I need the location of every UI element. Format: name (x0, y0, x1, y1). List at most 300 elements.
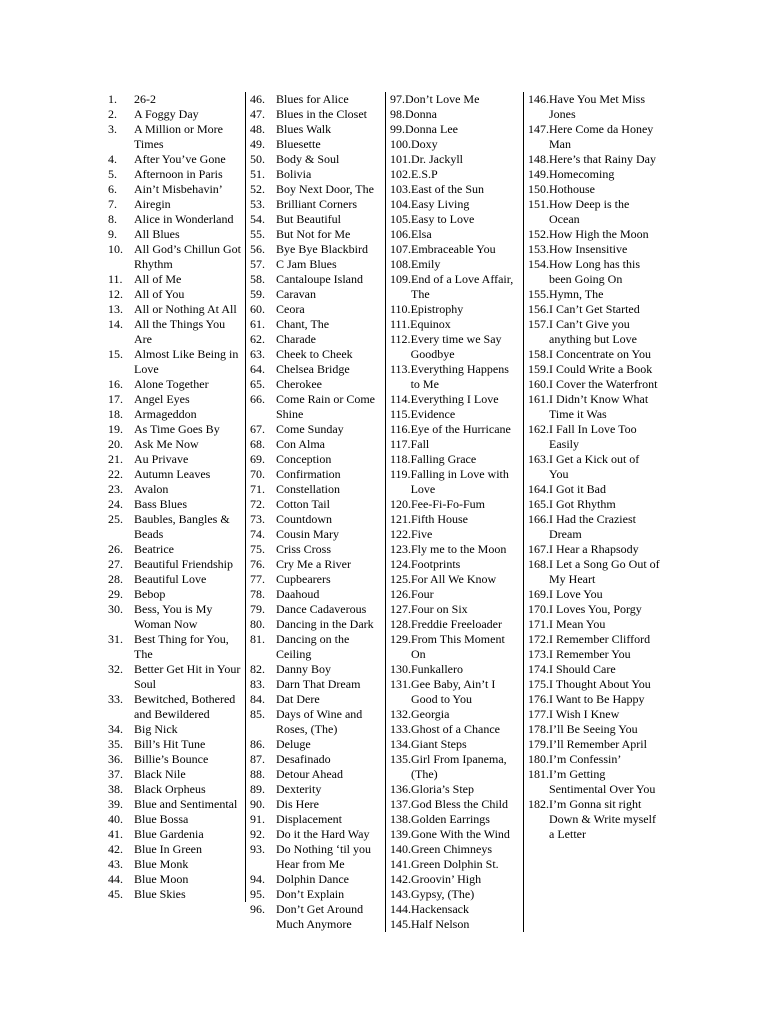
list-item (250, 122, 381, 137)
item-number: 94. (250, 872, 265, 886)
list-item (528, 362, 660, 377)
list-item (390, 752, 519, 782)
item-number: 151. (528, 197, 549, 211)
item-title: Cotton Tail (276, 497, 330, 511)
item-number: 143. (390, 887, 411, 901)
item-title: I Loves You, Porgy (549, 602, 642, 616)
item-title: Con Alma (276, 437, 326, 451)
item-title: Have You Met Miss Jones (549, 92, 646, 121)
list-item (250, 347, 381, 362)
item-number: 26. (108, 542, 123, 556)
list-item (250, 272, 381, 287)
item-number: 101. (390, 152, 411, 166)
list-item (108, 797, 241, 812)
item-number: 23. (108, 482, 123, 496)
item-title: Do Nothing ‘til you Hear from Me (276, 842, 371, 871)
item-title: Blue and Sentimental (134, 797, 238, 811)
item-number: 165. (528, 497, 549, 511)
list-item (528, 797, 660, 842)
item-number: 89. (250, 782, 265, 796)
list-item (528, 512, 660, 542)
list-item (250, 152, 381, 167)
item-title: I’m Confessin’ (549, 752, 622, 766)
list-item (390, 362, 519, 392)
item-title: Gee Baby, Ain’t I Good to You (411, 677, 496, 706)
item-number: 18. (108, 407, 123, 421)
item-title: Black Nile (134, 767, 186, 781)
list-item (390, 137, 519, 152)
item-number: 43. (108, 857, 123, 871)
item-title: Footprints (411, 557, 461, 571)
item-number: 22. (108, 467, 123, 481)
item-title: Gone With the Wind (411, 827, 510, 841)
list-item (250, 767, 381, 782)
item-number: 169. (528, 587, 549, 601)
item-title: Armageddon (134, 407, 197, 421)
item-title: Avalon (134, 482, 169, 496)
item-title: Chelsea Bridge (276, 362, 350, 376)
list-item (250, 557, 381, 572)
item-number: 44. (108, 872, 123, 886)
item-number: 53. (250, 197, 265, 211)
list-item (108, 722, 241, 737)
item-number: 148. (528, 152, 549, 166)
list-item (108, 692, 241, 722)
list-item (250, 827, 381, 842)
item-title: Come Sunday (276, 422, 344, 436)
item-title: I Had the Craziest Dream (549, 512, 636, 541)
list-item (390, 632, 519, 662)
item-number: 87. (250, 752, 265, 766)
item-number: 19. (108, 422, 123, 436)
item-title: A Foggy Day (134, 107, 199, 121)
list-item (250, 497, 381, 512)
list-item (390, 662, 519, 677)
item-title: Don’t Love Me (405, 92, 480, 106)
item-title: Bill’s Hit Tune (134, 737, 206, 751)
list-item (390, 827, 519, 842)
item-number: 137. (390, 797, 411, 811)
list-item (108, 587, 241, 602)
item-number: 72. (250, 497, 265, 511)
item-number: 12. (108, 287, 123, 301)
list-item (528, 632, 660, 647)
list-item (390, 182, 519, 197)
item-number: 127. (390, 602, 411, 616)
list-item (528, 497, 660, 512)
item-number: 156. (528, 302, 549, 316)
list-item (250, 902, 381, 932)
item-number: 125. (390, 572, 411, 586)
list-item (108, 182, 241, 197)
item-number: 32. (108, 662, 123, 676)
item-number: 177. (528, 707, 549, 721)
item-title: I Remember Clifford (549, 632, 651, 646)
list-item (390, 392, 519, 407)
item-title: Better Get Hit in Your Soul (134, 662, 241, 691)
item-title: Falling in Love with Love (410, 467, 509, 496)
item-number: 96. (250, 902, 265, 916)
item-number: 78. (250, 587, 265, 601)
list-item (108, 167, 241, 182)
list-item (390, 407, 519, 422)
item-number: 73. (250, 512, 265, 526)
list-item (528, 317, 660, 347)
item-title: Here Come da Honey Man (549, 122, 654, 151)
item-number: 134. (390, 737, 411, 751)
item-title: I’m Getting Sentimental Over You (549, 767, 656, 796)
item-number: 81. (250, 632, 265, 646)
list-item (108, 827, 241, 842)
item-title: Everything I Love (410, 392, 499, 406)
list-item (390, 617, 519, 632)
item-number: 159. (528, 362, 549, 376)
item-title: I Got it Bad (549, 482, 606, 496)
item-number: 76. (250, 557, 265, 571)
item-number: 142. (390, 872, 411, 886)
item-title: Embraceable You (411, 242, 496, 256)
item-number: 55. (250, 227, 265, 241)
list-item (250, 677, 381, 692)
item-title: Bewitched, Bothered and Bewildered (134, 692, 236, 721)
item-title: Autumn Leaves (134, 467, 211, 481)
item-number: 147. (528, 122, 549, 136)
item-number: 24. (108, 497, 123, 511)
item-number: 51. (250, 167, 265, 181)
item-number: 150. (528, 182, 549, 196)
item-number: 88. (250, 767, 265, 781)
list-item (250, 92, 381, 107)
item-number: 182. (528, 797, 549, 811)
list-item (108, 407, 241, 422)
list-item (250, 692, 381, 707)
item-title: I Could Write a Book (549, 362, 653, 376)
list-item (390, 512, 519, 527)
list-item (250, 197, 381, 212)
item-number: 128. (390, 617, 411, 631)
item-title: Bess, You is My Woman Now (134, 602, 213, 631)
item-number: 57. (250, 257, 265, 271)
list-item (108, 602, 241, 632)
list-item (528, 737, 660, 752)
item-number: 48. (250, 122, 265, 136)
list-item (108, 467, 241, 482)
item-title: Golden Earrings (411, 812, 490, 826)
list-item (108, 572, 241, 587)
item-number: 33. (108, 692, 123, 706)
item-title: East of the Sun (411, 182, 484, 196)
item-title: All the Things You Are (134, 317, 226, 346)
list-item (250, 362, 381, 377)
item-title: Cry Me a River (276, 557, 351, 571)
item-title: Danny Boy (276, 662, 331, 676)
list-item (528, 692, 660, 707)
list-item (528, 617, 660, 632)
list-item (250, 257, 381, 272)
item-title: Blue Bossa (134, 812, 189, 826)
item-number: 154. (528, 257, 549, 271)
item-number: 74. (250, 527, 265, 541)
list-item (528, 227, 660, 242)
list-item (390, 812, 519, 827)
item-number: 111. (390, 317, 411, 331)
list-item (390, 497, 519, 512)
item-title: Displacement (276, 812, 342, 826)
item-title: Dancing on the Ceiling (276, 632, 350, 661)
list-item (390, 737, 519, 752)
item-title: Girl From Ipanema, (The) (411, 752, 507, 781)
list-item (390, 227, 519, 242)
list-item (528, 557, 660, 587)
list-item (528, 707, 660, 722)
item-title: Bolivia (276, 167, 312, 181)
list-item (528, 422, 660, 452)
item-number: 68. (250, 437, 265, 451)
item-number: 141. (390, 857, 411, 871)
item-number: 3. (108, 122, 117, 136)
list-item (108, 767, 241, 782)
item-number: 82. (250, 662, 265, 676)
list-item (528, 767, 660, 797)
item-title: Groovin’ High (411, 872, 482, 886)
list-item (390, 677, 519, 707)
list-item (108, 272, 241, 287)
item-title: Chant, The (276, 317, 330, 331)
item-number: 42. (108, 842, 123, 856)
item-title: Boy Next Door, The (276, 182, 374, 196)
item-number: 65. (250, 377, 265, 391)
item-title: Blues in the Closet (276, 107, 367, 121)
item-number: 113. (390, 362, 411, 376)
item-title: I Concentrate on You (549, 347, 651, 361)
item-title: I Should Care (549, 662, 616, 676)
item-title: Emily (411, 257, 441, 271)
item-title: I Got Rhythm (549, 497, 616, 511)
list-item (528, 257, 660, 287)
list-item (250, 617, 381, 632)
item-number: 168. (528, 557, 549, 571)
list-item (528, 287, 660, 302)
list-item (108, 302, 241, 317)
item-number: 28. (108, 572, 123, 586)
item-title: Charade (276, 332, 316, 346)
item-number: 64. (250, 362, 265, 376)
item-title: God Bless the Child (411, 797, 509, 811)
list-item (528, 392, 660, 422)
item-number: 121. (390, 512, 411, 526)
item-number: 1. (108, 92, 117, 106)
list-item (250, 737, 381, 752)
item-number: 171. (528, 617, 549, 631)
list-item (108, 92, 241, 107)
list-item (528, 587, 660, 602)
item-number: 47. (250, 107, 265, 121)
item-title: I Hear a Rhapsody (549, 542, 639, 556)
list-item (390, 872, 519, 887)
item-number: 77. (250, 572, 265, 586)
item-title: Here’s that Rainy Day (549, 152, 656, 166)
item-number: 97. (390, 92, 405, 106)
item-title: Fly me to the Moon (411, 542, 507, 556)
item-title: Hymn, The (549, 287, 604, 301)
list-item (108, 452, 241, 467)
list-item (528, 452, 660, 482)
item-title: A Million or More Times (134, 122, 223, 151)
item-number: 117. (390, 437, 411, 451)
item-number: 90. (250, 797, 265, 811)
list-item (250, 302, 381, 317)
list-item (250, 542, 381, 557)
list-item (108, 317, 241, 347)
list-item (108, 377, 241, 392)
item-number: 86. (250, 737, 265, 751)
item-number: 16. (108, 377, 123, 391)
list-item (528, 347, 660, 362)
list-item (250, 752, 381, 767)
item-number: 106. (390, 227, 411, 241)
item-number: 2. (108, 107, 117, 121)
item-title: Fall (410, 437, 430, 451)
item-title: Easy to Love (411, 212, 475, 226)
list-item (250, 437, 381, 452)
song-column-3 (386, 92, 524, 932)
item-number: 157. (528, 317, 549, 331)
list-item (390, 707, 519, 722)
list-item (250, 887, 381, 902)
list-item (528, 182, 660, 197)
item-title: Afternoon in Paris (134, 167, 223, 181)
item-title: Constellation (276, 482, 340, 496)
item-number: 164. (528, 482, 549, 496)
item-title: Epistrophy (410, 302, 464, 316)
item-number: 56. (250, 242, 265, 256)
list-item (528, 302, 660, 317)
item-title: Deluge (276, 737, 311, 751)
list-item (250, 512, 381, 527)
item-title: Caravan (276, 287, 316, 301)
item-title: Homecoming (549, 167, 615, 181)
item-title: As Time Goes By (134, 422, 220, 436)
item-number: 30. (108, 602, 123, 616)
item-title: Hothouse (549, 182, 595, 196)
item-title: Evidence (410, 407, 456, 421)
list-item (250, 707, 381, 737)
list-item (250, 107, 381, 122)
item-number: 20. (108, 437, 123, 451)
item-number: 146. (528, 92, 549, 106)
item-number: 66. (250, 392, 265, 406)
list-item (390, 857, 519, 872)
item-title: Don’t Explain (276, 887, 345, 901)
item-title: Everything Happens to Me (410, 362, 509, 391)
item-title: Blues for Alice (276, 92, 349, 106)
item-number: 175. (528, 677, 549, 691)
list-item (108, 437, 241, 452)
item-number: 152. (528, 227, 549, 241)
item-title: Ceora (276, 302, 305, 316)
list-item (108, 497, 241, 512)
item-title: End of a Love Affair, The (411, 272, 514, 301)
list-item (250, 137, 381, 152)
item-number: 172. (528, 632, 549, 646)
item-title: I’ll Be Seeing You (549, 722, 638, 736)
item-number: 170. (528, 602, 549, 616)
list-item (390, 257, 519, 272)
item-number: 67. (250, 422, 265, 436)
item-title: Beautiful Love (134, 572, 207, 586)
item-title: Hackensack (411, 902, 469, 916)
item-title: Detour Ahead (276, 767, 343, 781)
item-number: 112. (390, 332, 411, 346)
item-number: 108. (390, 257, 411, 271)
item-title: Beatrice (134, 542, 174, 556)
item-title: Elsa (411, 227, 432, 241)
item-title: Au Privave (134, 452, 189, 466)
item-number: 98. (390, 107, 405, 121)
item-number: 131. (390, 677, 411, 691)
item-title: Blue Gardenia (134, 827, 204, 841)
item-title: Darn That Dream (276, 677, 361, 691)
item-number: 36. (108, 752, 123, 766)
item-title: Every time we Say Goodbye (410, 332, 502, 361)
item-number: 34. (108, 722, 123, 736)
item-title: I Can’t Get Started (549, 302, 640, 316)
item-title: Donna Lee (405, 122, 458, 136)
item-number: 102. (390, 167, 411, 181)
list-item (528, 677, 660, 692)
list-item (390, 572, 519, 587)
item-number: 107. (390, 242, 411, 256)
item-title: I Want to Be Happy (549, 692, 645, 706)
item-number: 59. (250, 287, 265, 301)
list-item (108, 287, 241, 302)
list-item (108, 842, 241, 857)
list-item (250, 527, 381, 542)
item-title: Angel Eyes (134, 392, 190, 406)
item-title: Dis Here (276, 797, 319, 811)
item-number: 99. (390, 122, 405, 136)
item-title: Dancing in the Dark (276, 617, 374, 631)
item-number: 5. (108, 167, 117, 181)
item-number: 45. (108, 887, 123, 901)
item-title: Best Thing for You, The (134, 632, 229, 661)
item-title: I Let a Song Go Out of My Heart (549, 557, 660, 586)
item-number: 123. (390, 542, 411, 556)
item-title: Donna (405, 107, 437, 121)
item-title: Fee-Fi-Fo-Fum (411, 497, 486, 511)
item-title: Dexterity (276, 782, 322, 796)
list-item (108, 242, 241, 272)
list-item (390, 107, 519, 122)
item-number: 29. (108, 587, 123, 601)
list-item (390, 722, 519, 737)
list-item (250, 332, 381, 347)
item-number: 25. (108, 512, 123, 526)
item-number: 118. (390, 452, 411, 466)
song-columns (108, 92, 664, 932)
item-number: 7. (108, 197, 117, 211)
item-number: 163. (528, 452, 549, 466)
list-item (528, 197, 660, 227)
item-number: 155. (528, 287, 549, 301)
list-item (390, 422, 519, 437)
list-item (390, 587, 519, 602)
list-item (108, 542, 241, 557)
item-number: 58. (250, 272, 265, 286)
item-title: Fifth House (411, 512, 468, 526)
item-title: Cherokee (276, 377, 322, 391)
item-title: Brilliant Corners (276, 197, 357, 211)
